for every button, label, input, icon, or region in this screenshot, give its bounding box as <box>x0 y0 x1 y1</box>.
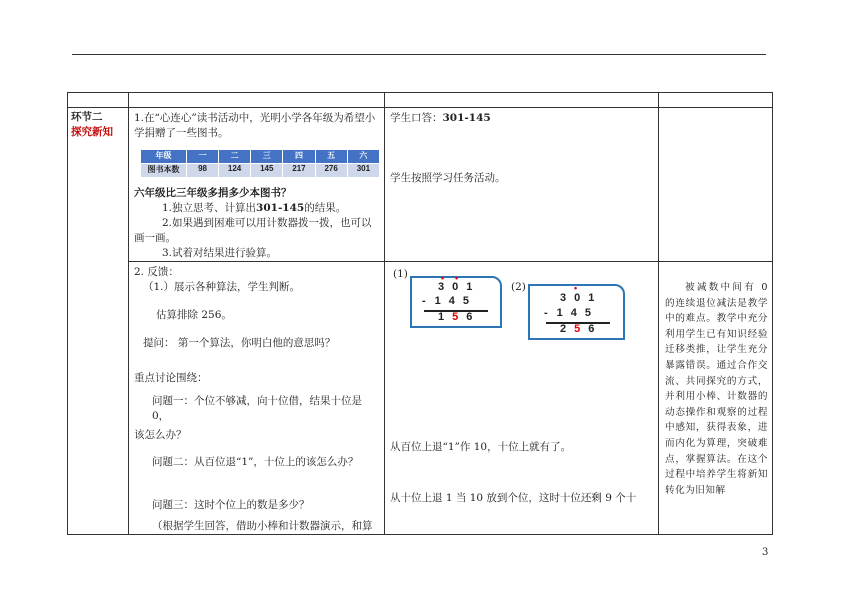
page-number: 3 <box>762 547 769 558</box>
table-header-cell: 二 <box>219 150 251 164</box>
task-cell <box>129 108 385 262</box>
step-1: 1.独立思考、计算出301-145的结果。 <box>162 202 347 214</box>
design-note: 被减数中间有 0 的连续退位减法是教学中的难点。教学中充分利用学生已有知识经验迁移类推，让学生充分暴露错误。通过合作交流、共同探究的方式，并利用小棒、计数器的动态操作和观察的过程中感知，获得表象，进而内化为算理，突破难点，掌握算法。在这个过程中培养学生将新知转化为旧知解 <box>665 282 768 496</box>
table-cell: 124 <box>219 164 251 178</box>
feedback-cell <box>129 262 385 535</box>
table-cell: 276 <box>315 164 347 178</box>
borrow-dot: • <box>455 273 459 283</box>
borrow-dot: • <box>574 283 578 293</box>
stage-cell <box>68 108 129 535</box>
student-answer: 学生口答：301-145 <box>390 112 491 124</box>
calc-2-label: (2) <box>511 281 526 293</box>
borrow-dot: • <box>441 273 445 283</box>
table-cell: 145 <box>251 164 283 178</box>
focus-text: 重点讨论围绕： <box>134 372 208 384</box>
header-rule <box>72 54 766 55</box>
question-3: 问题三：这时个位上的数是多少？ <box>152 499 310 511</box>
step-3: 3.试着对结果进行验算。 <box>162 247 278 259</box>
question-1-cont: 该怎么办？ <box>134 429 187 441</box>
table-header-cell: 六 <box>347 150 379 164</box>
design-note-cell <box>659 262 773 535</box>
table-header-cell: 一 <box>187 150 219 164</box>
calc-cell <box>385 262 659 535</box>
stage-sub-label: 探究新知 <box>71 126 113 138</box>
calc-1-label: (1) <box>393 268 408 280</box>
step-2: 2.如果遇到困难可以用计数器拨一拨，也可以画一画。 <box>134 217 372 244</box>
table-header-cell: 三 <box>251 150 283 164</box>
response-1: 从百位上退“1”作 10，十位上就有了。 <box>390 441 572 453</box>
ask-text: 提问： 第一个算法，你明白他的意思吗？ <box>143 337 336 349</box>
table-row <box>68 108 773 262</box>
stage-label: 环节二 <box>71 111 103 123</box>
table-cell: 图书本数 <box>141 164 187 178</box>
question-text: 六年级比三年级多捐多少本图书？ <box>134 187 292 199</box>
intro-text: 1.在“心连心”读书活动中，光明小学各年级为希望小学捐赠了一些图书。 <box>134 112 376 139</box>
table-header-row <box>68 93 773 108</box>
lesson-table <box>67 92 773 535</box>
book-count-table <box>140 149 380 178</box>
table-cell: 301 <box>347 164 379 178</box>
table-row <box>68 262 773 535</box>
table-cell: 217 <box>283 164 315 178</box>
table-header-cell: 年级 <box>141 150 187 164</box>
student-cell <box>385 108 659 262</box>
note-cell <box>659 108 773 262</box>
estimate-text: 估算排除 256。 <box>156 309 232 321</box>
table-header-cell: 五 <box>315 150 347 164</box>
vertical-calc-2: • 3 0 1 - 1 4 5 2 5 6 <box>528 284 625 340</box>
response-2: 从十位上退 1 当 10 放到个位，这时十位还剩 9 个十 <box>390 492 637 504</box>
table-cell: 98 <box>187 164 219 178</box>
feedback-item: （1.）展示各种算法，学生判断。 <box>143 281 301 293</box>
vertical-calc-1: • • 3 0 1 - 1 4 5 1 5 6 <box>410 276 502 328</box>
question-1: 问题一：个位不够减，向十位借，结果十位是 0， <box>152 395 362 422</box>
student-activity: 学生按照学习任务活动。 <box>390 172 506 184</box>
table-header-cell: 四 <box>283 150 315 164</box>
feedback-title: 2. 反馈： <box>134 266 179 278</box>
question-2: 问题二：从百位退“1”，十位上的该怎么办？ <box>152 456 359 468</box>
question-4: （根据学生回答，借助小棒和计数器演示，和算 <box>152 520 373 532</box>
